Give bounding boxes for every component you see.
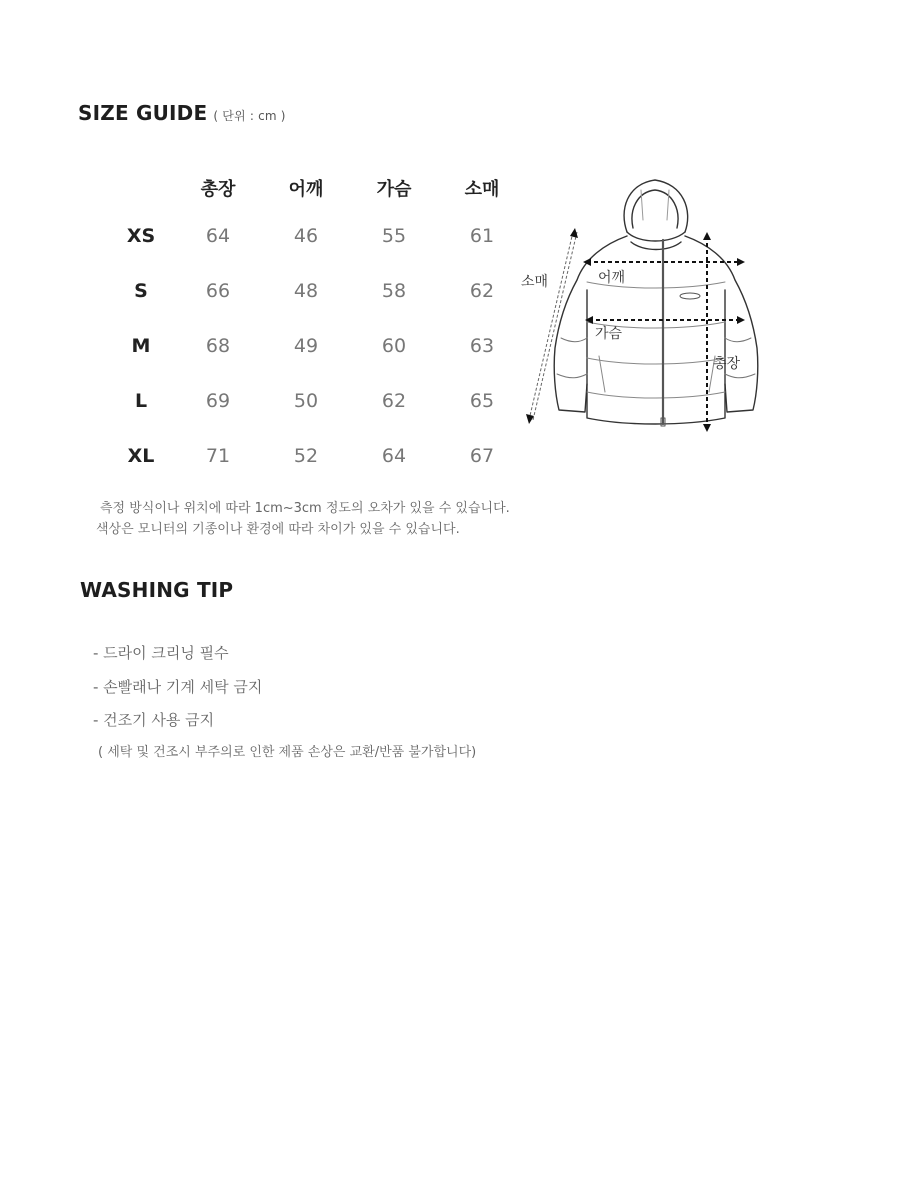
table-cell: 55 — [381, 224, 407, 247]
table-cell: 71 — [205, 444, 231, 467]
table-row — [108, 318, 526, 373]
column-header: 소매 — [464, 179, 500, 200]
table-cell: 64 — [381, 444, 407, 467]
column-header: 가슴 — [376, 179, 412, 200]
table-cell: 69 — [205, 389, 231, 412]
jacket-illustration — [515, 170, 785, 440]
size-guide-heading: SIZE GUIDE — [78, 101, 208, 125]
table-cell: 68 — [205, 334, 231, 357]
table-header-row — [108, 168, 526, 208]
size-unit: ( 단위 : cm ) — [213, 109, 286, 123]
table-cell: 49 — [293, 334, 319, 357]
table-cell: 50 — [293, 389, 319, 412]
size-table — [108, 168, 526, 483]
table-cell: 63 — [469, 334, 495, 357]
size-note: 색상은 모니터의 기종이나 환경에 따라 차이가 있을 수 있습니다. — [96, 522, 460, 537]
table-cell: 64 — [205, 224, 231, 247]
table-corner — [108, 168, 174, 208]
column-header: 어깨 — [288, 179, 324, 200]
column-header: 총장 — [200, 179, 236, 200]
table-cell: 48 — [293, 279, 319, 302]
list-item: - 드라이 크리닝 필수 — [93, 644, 229, 662]
list-item: - 손빨래나 기계 세탁 금지 — [93, 678, 263, 696]
shoulder-label: 어깨 — [598, 270, 626, 286]
table-cell: 67 — [469, 444, 495, 467]
table-cell: 62 — [469, 279, 495, 302]
size-label: XS — [126, 224, 156, 247]
table-row — [108, 428, 526, 483]
table-cell: 61 — [469, 224, 495, 247]
table-row — [108, 263, 526, 318]
table-cell: 52 — [293, 444, 319, 467]
table-cell: 60 — [381, 334, 407, 357]
table-cell: 65 — [469, 389, 495, 412]
size-guide-title — [78, 101, 286, 125]
jacket-measurement-diagram — [515, 170, 785, 440]
size-label: XL — [127, 444, 155, 467]
table-row — [108, 208, 526, 263]
table-cell: 58 — [381, 279, 407, 302]
table-cell: 62 — [381, 389, 407, 412]
size-label: S — [134, 279, 148, 302]
length-label: 총장 — [713, 356, 741, 372]
washing-tip-title: WASHING TIP — [80, 578, 234, 602]
table-row — [108, 373, 526, 428]
list-item: - 건조기 사용 금지 — [93, 711, 215, 729]
sleeve-label: 소매 — [521, 274, 549, 290]
table-cell: 66 — [205, 279, 231, 302]
chest-label: 가슴 — [595, 326, 623, 342]
table-cell: 46 — [293, 224, 319, 247]
size-note: 측정 방식이나 위치에 따라 1cm~3cm 정도의 오차가 있을 수 있습니다. — [100, 501, 510, 516]
size-label: L — [134, 389, 148, 412]
size-label: M — [131, 334, 151, 357]
washing-note: ( 세탁 및 건조시 부주의로 인한 제품 손상은 교환/반품 불가합니다) — [98, 745, 477, 760]
